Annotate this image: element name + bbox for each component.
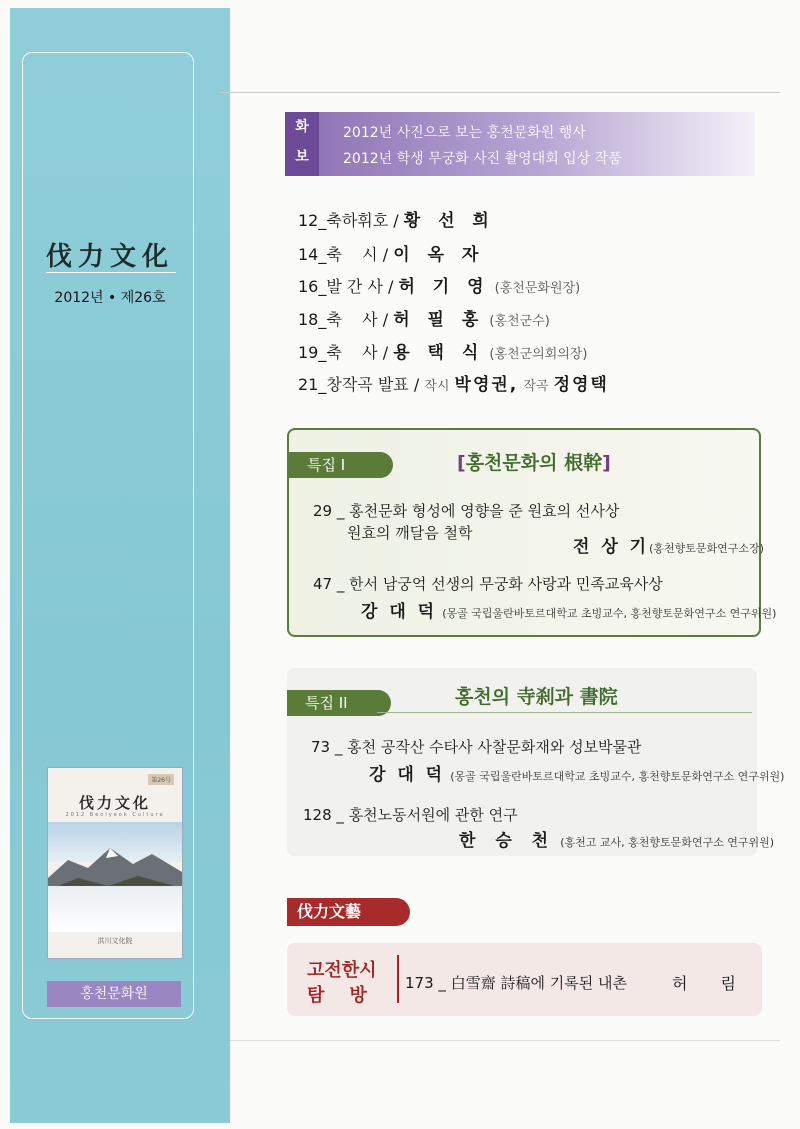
feature-2-item-128-author bbox=[459, 826, 774, 851]
author-role: (몽골 국립울란바토르대학교 초빙교수, 홍천향토문화연구소 연구위원) bbox=[450, 770, 785, 783]
toc-role: (홍천군수) bbox=[489, 314, 550, 329]
literature-item-173[interactable]: 173 _ 白雪齋 詩稿에 기록된 내촌 bbox=[405, 974, 627, 992]
item-page: 73 bbox=[311, 738, 331, 756]
lyricist-label: 작시 bbox=[424, 379, 450, 394]
feature-2-item-128[interactable]: 128 _ 홍천노동서원에 관한 연구 bbox=[303, 806, 518, 824]
item-page: 128 bbox=[303, 806, 332, 824]
toc-author: 허 필 홍 bbox=[393, 310, 485, 330]
author-role: (몽골 국립울란바토르대학교 초빙교수, 홍천향토문화연구소 연구위원) bbox=[442, 607, 777, 620]
toc-author: 이 옥 자 bbox=[393, 245, 485, 265]
toc-title: 축하휘호 bbox=[326, 211, 389, 230]
cover-subtitle: 2012 Beolyeok Culture bbox=[65, 812, 165, 818]
literature-author: 허 림 bbox=[672, 974, 750, 993]
item-page: 29 bbox=[313, 502, 333, 520]
photo-line-1: 2012년 사진으로 보는 홍천문화원 행사 bbox=[343, 125, 586, 141]
toc-page: 19 bbox=[298, 343, 319, 362]
item-page: 173 bbox=[405, 974, 434, 992]
item-page: 47 bbox=[313, 575, 333, 593]
toc-page: 12 bbox=[298, 211, 319, 230]
toc-page: 18 bbox=[298, 310, 319, 329]
feature-2-item-73-author bbox=[369, 760, 784, 785]
item-title: 한서 남궁억 선생의 무궁화 사랑과 민족교육사상 bbox=[349, 575, 663, 593]
item-title: 홍천노동서원에 관한 연구 bbox=[348, 806, 518, 824]
photo-tag-char-1: 화 bbox=[295, 119, 309, 135]
author-name: 강 대 덕 bbox=[369, 765, 446, 785]
toc-page: 16 bbox=[298, 277, 319, 296]
toc-entry-18[interactable]: 18_축 사 / 허 필 홍 (홍천군수) bbox=[298, 310, 550, 330]
cover-publisher: 洪川文化院 bbox=[97, 937, 133, 945]
feature-2-title: 홍천의 寺刹과 書院 bbox=[455, 686, 618, 708]
toc-title: 발 간 사 bbox=[326, 277, 383, 296]
toc-entry-16[interactable]: 16_발 간 사 / 허 기 영 (홍천문화원장) bbox=[298, 277, 581, 297]
item-title: 홍천문화 형성에 영향을 준 원효의 선사상 bbox=[349, 502, 620, 520]
feature-1-title bbox=[457, 448, 611, 475]
toc-title: 축 사 bbox=[326, 343, 378, 362]
literature-section-tag: 伐力文藝 bbox=[287, 898, 410, 926]
item-title: 홍천 공작산 수타사 사찰문화재와 성보박물관 bbox=[347, 738, 642, 756]
composer: 정영택 bbox=[553, 375, 609, 395]
bottom-divider bbox=[230, 1040, 780, 1041]
feature-1-tag: 특집 I bbox=[289, 452, 393, 478]
photo-section[interactable] bbox=[285, 112, 755, 176]
cover-thumbnail[interactable] bbox=[47, 767, 183, 959]
feature-1-section bbox=[287, 428, 777, 637]
toc-entry-19[interactable]: 19_축 사 / 용 택 식 (홍천군의회의장) bbox=[298, 343, 588, 363]
toc-role: (홍천문화원장) bbox=[494, 281, 581, 296]
feature-2-divider bbox=[377, 712, 752, 713]
cover-issue-tag: 第26号 bbox=[148, 774, 174, 785]
category-divider bbox=[397, 955, 399, 1003]
publisher-label: 홍천문화원 bbox=[47, 981, 181, 1007]
cover-title: 伐力文化 bbox=[78, 794, 151, 812]
toc-page: 14 bbox=[298, 245, 319, 264]
top-divider bbox=[220, 92, 780, 93]
magazine-logo: 伐力文化 bbox=[45, 242, 174, 272]
cover-snow-field bbox=[48, 886, 182, 932]
toc-entry-21[interactable]: 21_창작곡 발표 / 작시 박영권, 작곡 정영택 bbox=[298, 375, 609, 395]
issue-number: 2012년 • 제26호 bbox=[54, 290, 166, 306]
feature-2-tag: 특집 II bbox=[287, 690, 391, 716]
feature-1-item-47-author bbox=[361, 597, 776, 622]
bracket-open: [ bbox=[457, 452, 466, 474]
photo-line-2: 2012년 학생 무궁화 사진 촬영대회 입상 작품 bbox=[343, 151, 622, 167]
toc-page: 21 bbox=[298, 375, 319, 394]
feature-1-item-29-author bbox=[573, 532, 764, 557]
toc-role: (홍천군의회의장) bbox=[489, 347, 588, 362]
category-line-2: 탐 방 bbox=[307, 985, 367, 1006]
author-name: 한 승 천 bbox=[459, 831, 556, 851]
toc-author: 허 기 영 bbox=[398, 277, 490, 297]
toc-entry-12[interactable]: 12_축하휘호 / 황 선 희 bbox=[298, 211, 495, 231]
feature-2-item-73[interactable]: 73 _ 홍천 공작산 수타사 사찰문화재와 성보박물관 bbox=[311, 738, 642, 756]
author-role: (홍천고 교사, 홍천향토문화연구소 연구위원) bbox=[560, 836, 775, 849]
composer-label: 작곡 bbox=[523, 379, 549, 394]
classic-poetry-section[interactable] bbox=[287, 943, 762, 1016]
toc-title: 창작곡 발표 bbox=[326, 375, 409, 394]
item-title: 白雪齋 詩稿에 기록된 내촌 bbox=[450, 974, 627, 992]
toc-title: 축 사 bbox=[326, 310, 378, 329]
toc-title: 축 시 bbox=[326, 245, 378, 264]
feature-1-title-text: 홍천문화의 根幹 bbox=[465, 452, 603, 474]
feature-2-section bbox=[287, 668, 785, 856]
author-name: 전 상 기 bbox=[573, 537, 650, 557]
toc-author: 용 택 식 bbox=[393, 343, 485, 363]
feature-1-item-29[interactable]: 29 _ 홍천문화 형성에 영향을 준 원효의 선사상 bbox=[313, 502, 620, 520]
toc-entry-14[interactable]: 14_축 시 / 이 옥 자 bbox=[298, 245, 485, 265]
author-role: (홍천향토문화연구소장) bbox=[649, 542, 764, 555]
author-name: 강 대 덕 bbox=[361, 602, 438, 622]
bracket-close: ] bbox=[602, 452, 611, 474]
lyricist: 박영권, bbox=[454, 375, 519, 395]
photo-tag-char-2: 보 bbox=[295, 149, 309, 165]
category-line-1: 고전한시 bbox=[307, 960, 377, 981]
toc-author: 황 선 희 bbox=[403, 211, 495, 231]
photo-section-tag bbox=[285, 112, 319, 176]
feature-1-item-29-subtitle: 원효의 깨달음 철학 bbox=[347, 524, 473, 542]
feature-1-item-47[interactable]: 47 _ 한서 남궁억 선생의 무궁화 사랑과 민족교육사상 bbox=[313, 575, 663, 593]
logo-divider bbox=[46, 272, 176, 273]
